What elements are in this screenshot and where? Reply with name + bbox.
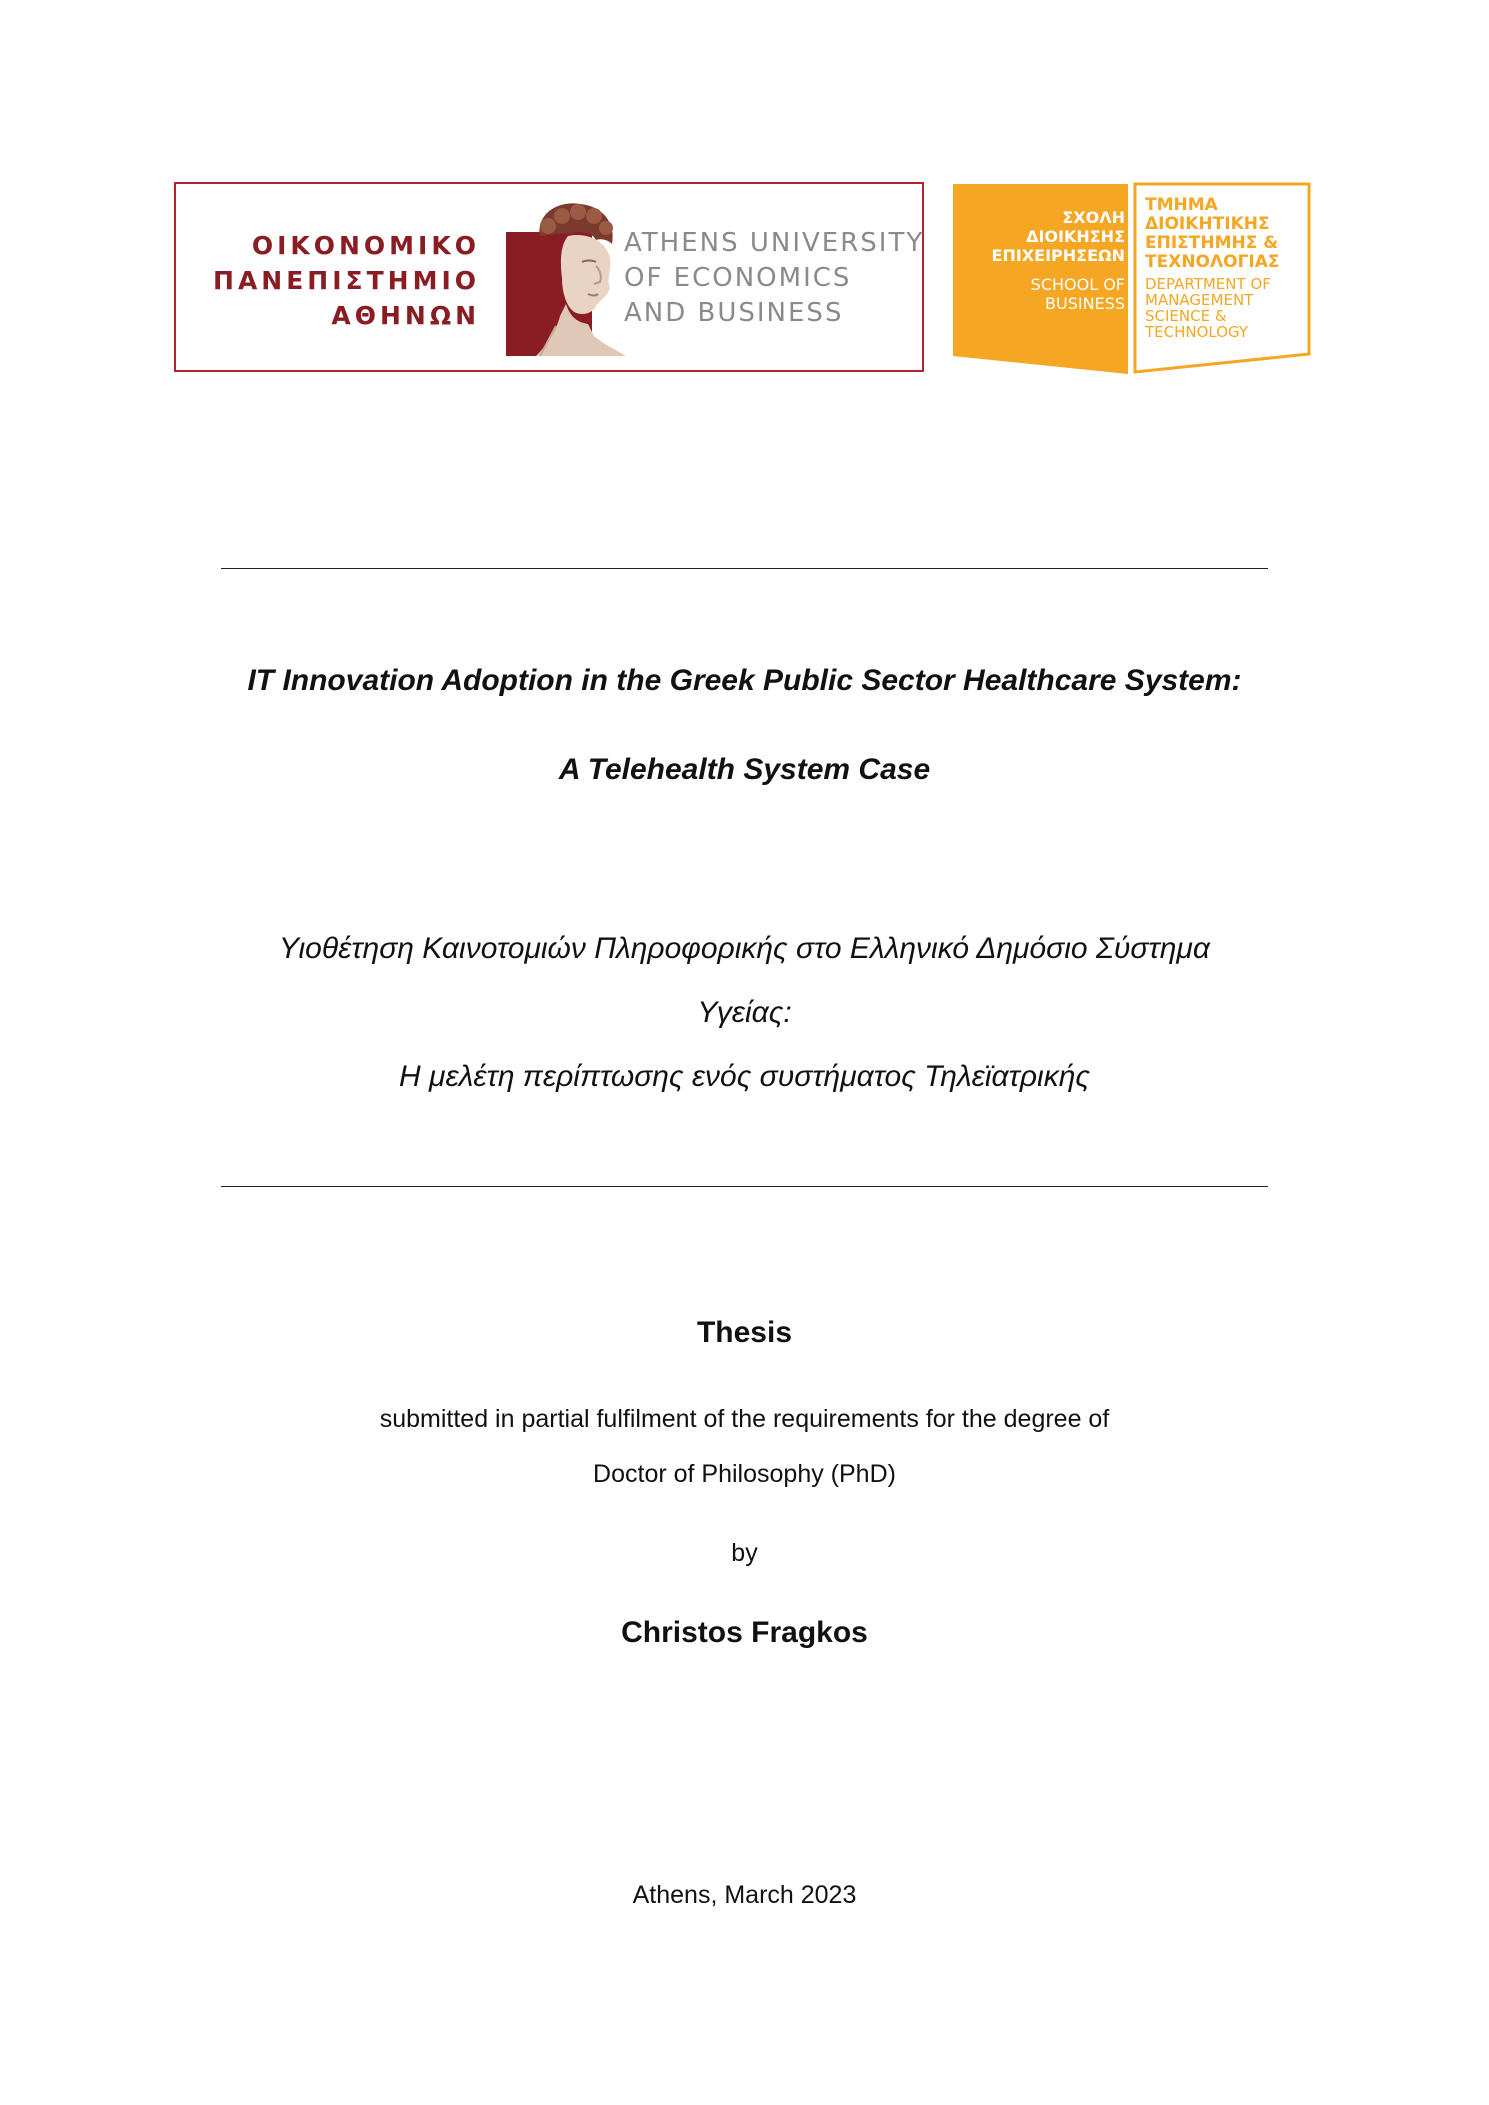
- aueb-logo: [174, 182, 924, 372]
- department-english-line: MANAGEMENT: [1145, 291, 1254, 309]
- author-name: Christos Fragkos: [621, 1616, 868, 1649]
- department-greek-line: ΤΕΧΝΟΛΟΓΙΑΣ: [1145, 252, 1280, 272]
- department-name: [1145, 196, 1305, 340]
- thesis-label: Thesis: [696, 1316, 793, 1349]
- department-english-line: DEPARTMENT OF: [1145, 275, 1271, 293]
- school-greek-line: ΣΧΟΛΗ: [1062, 208, 1125, 227]
- title-english-line-1: IT Innovation Adoption in the Greek Public Sector Healthcare System:: [247, 664, 1242, 697]
- school-name: [965, 208, 1125, 313]
- department-english-line: SCIENCE &: [1145, 307, 1227, 325]
- place-and-date: Athens, March 2023: [632, 1881, 857, 1909]
- aueb-english-line: OF ECONOMICS: [624, 263, 852, 293]
- aueb-greek-name: [213, 228, 480, 333]
- degree-requirement-text: submitted in partial fulfilment of the requirements for the degree of: [379, 1405, 1110, 1433]
- school-english-line: SCHOOL OF: [1030, 275, 1125, 294]
- department-greek-line: ΕΠΙΣΤΗΜΗΣ &: [1145, 233, 1279, 253]
- school-greek-line: ΔΙΟΙΚΗΣΗΣ: [1026, 227, 1125, 246]
- aueb-greek-line: ΠΑΝΕΠΙΣΤΗΜΙΟ: [213, 266, 480, 295]
- department-english-line: TECHNOLOGY: [1145, 323, 1249, 341]
- bottom-divider: [221, 1186, 1268, 1187]
- aueb-english-name: [624, 226, 924, 331]
- aueb-greek-line: ΟΙΚΟΝΟΜΙΚΟ: [251, 231, 480, 260]
- aueb-english-line: AND BUSINESS: [624, 298, 844, 328]
- department-logo: [953, 182, 1311, 377]
- department-greek-line: ΔΙΟΙΚΗΤΙΚΗΣ: [1145, 214, 1270, 234]
- school-english-line: BUSINESS: [1045, 294, 1125, 313]
- title-greek-line-1: Υιοθέτηση Καινοτομιών Πληροφορικής στο Ελληνικό Δημόσιο Σύστημα: [279, 932, 1210, 965]
- aueb-english-line: ATHENS UNIVERSITY: [624, 228, 925, 258]
- title-greek-line-3: Η μελέτη περίπτωσης ενός συστήματος Τηλεϊατρικής: [399, 1060, 1090, 1093]
- top-divider: [221, 568, 1268, 569]
- by-text: by: [731, 1539, 758, 1567]
- hermes-bust-icon: [496, 196, 636, 360]
- school-greek-line: ΕΠΙΧΕΙΡΗΣΕΩΝ: [991, 246, 1125, 265]
- department-greek-line: ΤΜΗΜΑ: [1145, 195, 1218, 215]
- degree-name: Doctor of Philosophy (PhD): [593, 1460, 896, 1488]
- title-greek-line-2: Υγείας:: [697, 996, 792, 1029]
- title-english-line-2: A Telehealth System Case: [558, 753, 931, 786]
- aueb-greek-line: ΑΘΗΝΩΝ: [331, 301, 480, 330]
